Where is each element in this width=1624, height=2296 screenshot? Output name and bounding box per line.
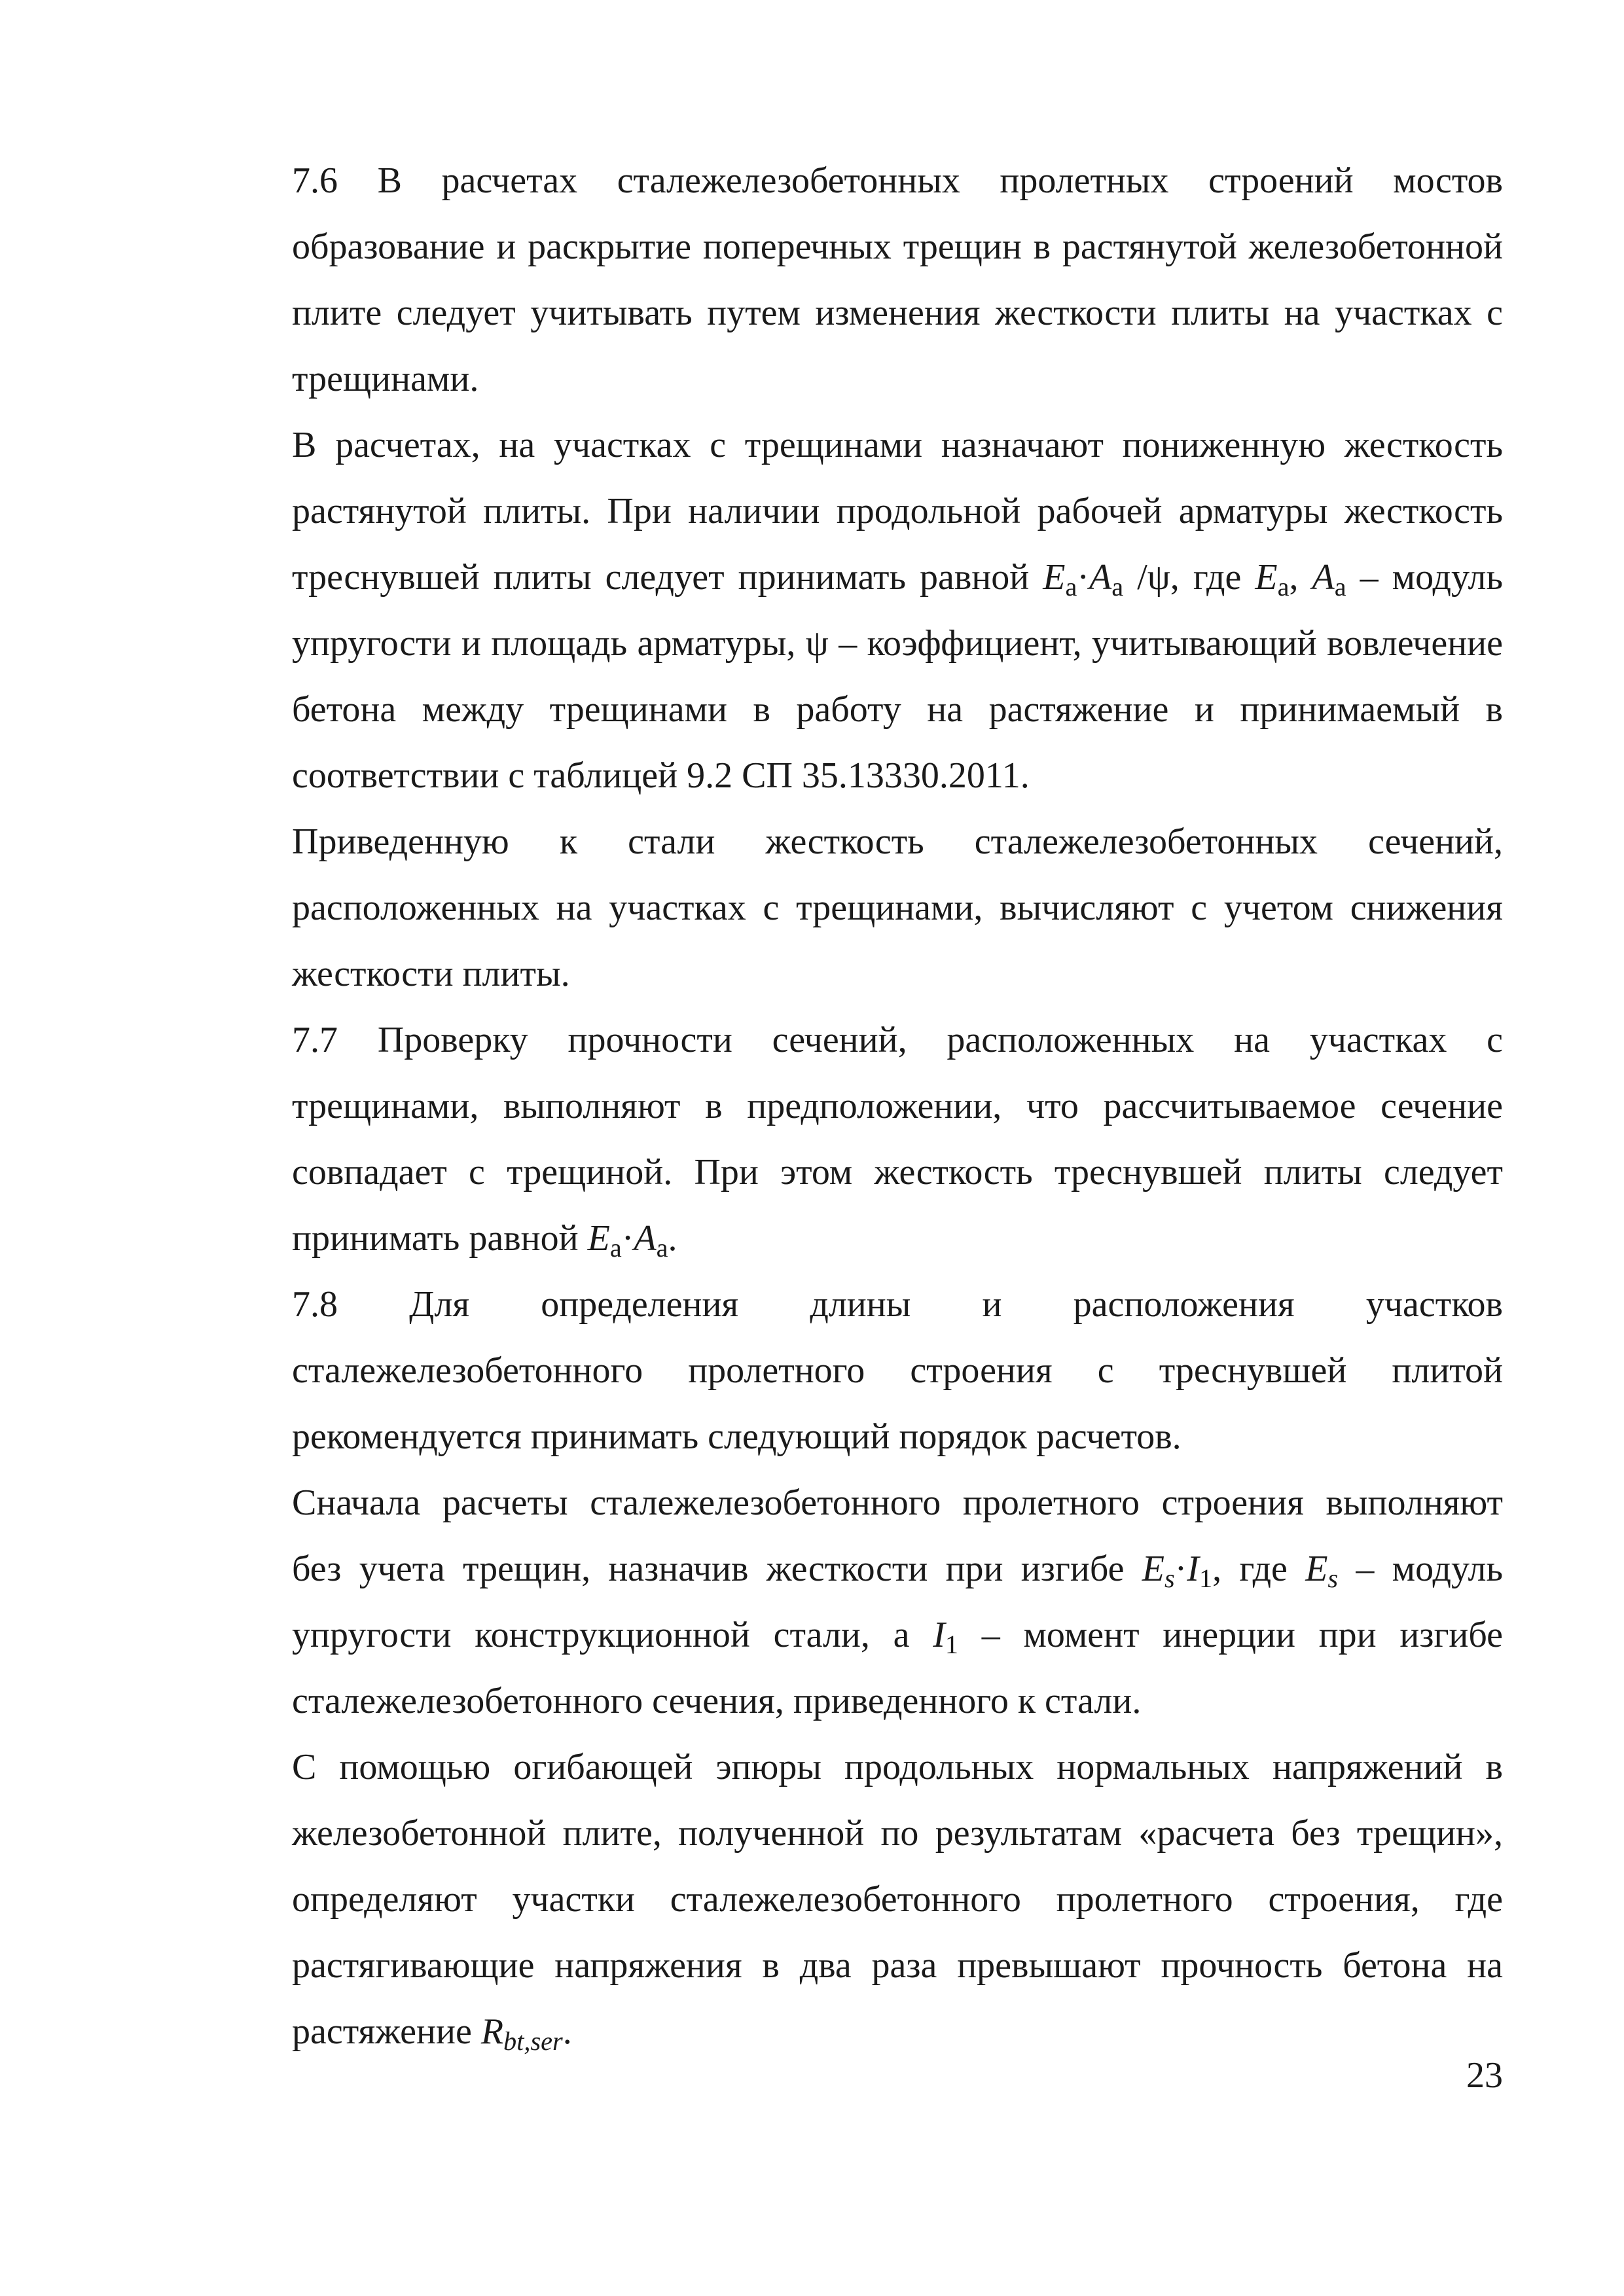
text-line: В расчетах, на участках с трещинами назначают пониженную жесткость	[292, 425, 1503, 465]
text-fragment: без учета трещин, назначив жесткости при изгибе	[292, 1549, 1142, 1589]
symbol-i: I	[1187, 1549, 1199, 1589]
text-line: соответствии с таблицей 9.2 СП 35.13330.2011.	[292, 755, 1030, 796]
text-line: упругости и площадь арматуры, ψ – коэффициент, учитывающий вовлечение	[292, 623, 1503, 664]
paragraph-first-calculations	[195, 1470, 1503, 1734]
symbol-e: E	[1305, 1549, 1328, 1589]
text-line: трещинами.	[292, 359, 479, 399]
document-page	[195, 148, 1503, 2065]
text-fragment: – момент инерции при изгибе	[958, 1615, 1503, 1655]
symbol-e: E	[1142, 1549, 1164, 1589]
text-line: сталежелезобетонного сечения, приведенного к стали.	[292, 1681, 1142, 1721]
text-fragment: треснувшей плиты следует принимать равной	[292, 557, 1043, 598]
paragraph-reduced-stiffness	[195, 809, 1503, 1007]
text-fragment: , где	[1212, 1549, 1306, 1589]
text-line: плите следует учитывать путем изменения жесткости плиты на участках с	[292, 293, 1503, 333]
text-line-formula	[195, 1536, 1503, 1602]
subscript: bt,ser	[503, 2026, 563, 2056]
text-line: жесткости плиты.	[292, 954, 570, 994]
text-line-formula	[195, 1602, 1503, 1668]
text-line: рекомендуется принимать следующий порядок расчетов.	[292, 1416, 1182, 1457]
symbol-e: E	[587, 1218, 610, 1259]
text-fragment: – модуль	[1346, 557, 1503, 598]
symbol-a: A	[1089, 557, 1112, 598]
text-fragment: упругости конструкционной стали, а	[292, 1615, 933, 1655]
symbol-a: A	[634, 1218, 657, 1259]
text-line: определяют участки сталежелезобетонного пролетного строения, где	[292, 1879, 1503, 1920]
subscript: a	[1277, 572, 1290, 602]
symbol-i: I	[933, 1615, 945, 1655]
text-line-formula	[195, 1206, 1503, 1272]
paragraph-7-6	[195, 148, 1503, 412]
text-fragment: – модуль	[1338, 1549, 1504, 1589]
dot-operator: ·	[621, 1218, 634, 1259]
subscript: s	[1327, 1564, 1339, 1594]
text-line: совпадает с трещиной. При этом жесткость треснувшей плиты следует	[292, 1152, 1503, 1193]
text-fragment: ,	[1289, 557, 1312, 598]
paragraph-7-8	[195, 1272, 1503, 1470]
text-line: трещинами, выполняют в предположении, что рассчитываемое сечение	[292, 1086, 1503, 1126]
symbol-a: A	[1312, 557, 1335, 598]
subscript: a	[656, 1233, 668, 1263]
text-fragment: .	[562, 2011, 572, 2052]
text-line: сталежелезобетонного пролетного строения с треснувшей плитой	[292, 1350, 1503, 1391]
paragraph-envelope	[195, 1734, 1503, 2065]
subscript: s	[1164, 1564, 1175, 1594]
subscript: a	[1334, 572, 1346, 602]
text-line-formula	[195, 545, 1503, 611]
subscript: a	[1111, 572, 1124, 602]
text-line: 7.8 Для определения длины и расположения участков	[292, 1284, 1503, 1325]
text-line: растягивающие напряжения в два раза превышают прочность бетона на	[292, 1945, 1503, 1986]
text-fragment: принимать равной	[292, 1218, 588, 1259]
subscript: 1	[945, 1630, 958, 1660]
symbol-e: E	[1255, 557, 1278, 598]
text-line: растянутой плиты. При наличии продольной рабочей арматуры жесткость	[292, 491, 1503, 531]
text-line: Приведенную к стали жесткость сталежелезобетонных сечений,	[292, 821, 1503, 862]
text-fragment: /ψ, где	[1123, 557, 1255, 598]
page-number: 23	[1466, 2055, 1503, 2096]
subscript: a	[1065, 572, 1077, 602]
text-line: железобетонной плите, полученной по результатам «расчета без трещин»,	[292, 1813, 1503, 1854]
dot-operator: ·	[1077, 557, 1090, 598]
text-line: 7.6 В расчетах сталежелезобетонных пролетных строений мостов	[292, 160, 1503, 201]
subscript: 1	[1199, 1564, 1213, 1594]
text-fragment: .	[668, 1218, 677, 1259]
text-line: расположенных на участках с трещинами, вычисляют с учетом снижения	[292, 888, 1503, 928]
text-line: С помощью огибающей эпюры продольных нормальных напряжений в	[292, 1747, 1503, 1787]
paragraph-7-7	[195, 1007, 1503, 1272]
symbol-r: R	[480, 2011, 504, 2052]
dot-operator: ·	[1174, 1549, 1187, 1589]
paragraph-stiffness	[195, 412, 1503, 809]
subscript: a	[609, 1233, 622, 1263]
text-fragment: растяжение	[292, 2011, 481, 2052]
text-line: бетона между трещинами в работу на растяжение и принимаемый в	[292, 689, 1503, 730]
text-line: Сначала расчеты сталежелезобетонного пролетного строения выполняют	[292, 1482, 1503, 1523]
text-line: 7.7 Проверку прочности сечений, расположенных на участках с	[292, 1020, 1503, 1060]
text-line: образование и раскрытие поперечных трещин в растянутой железобетонной	[292, 226, 1503, 267]
text-line-formula	[195, 1999, 1503, 2065]
symbol-e: E	[1043, 557, 1066, 598]
